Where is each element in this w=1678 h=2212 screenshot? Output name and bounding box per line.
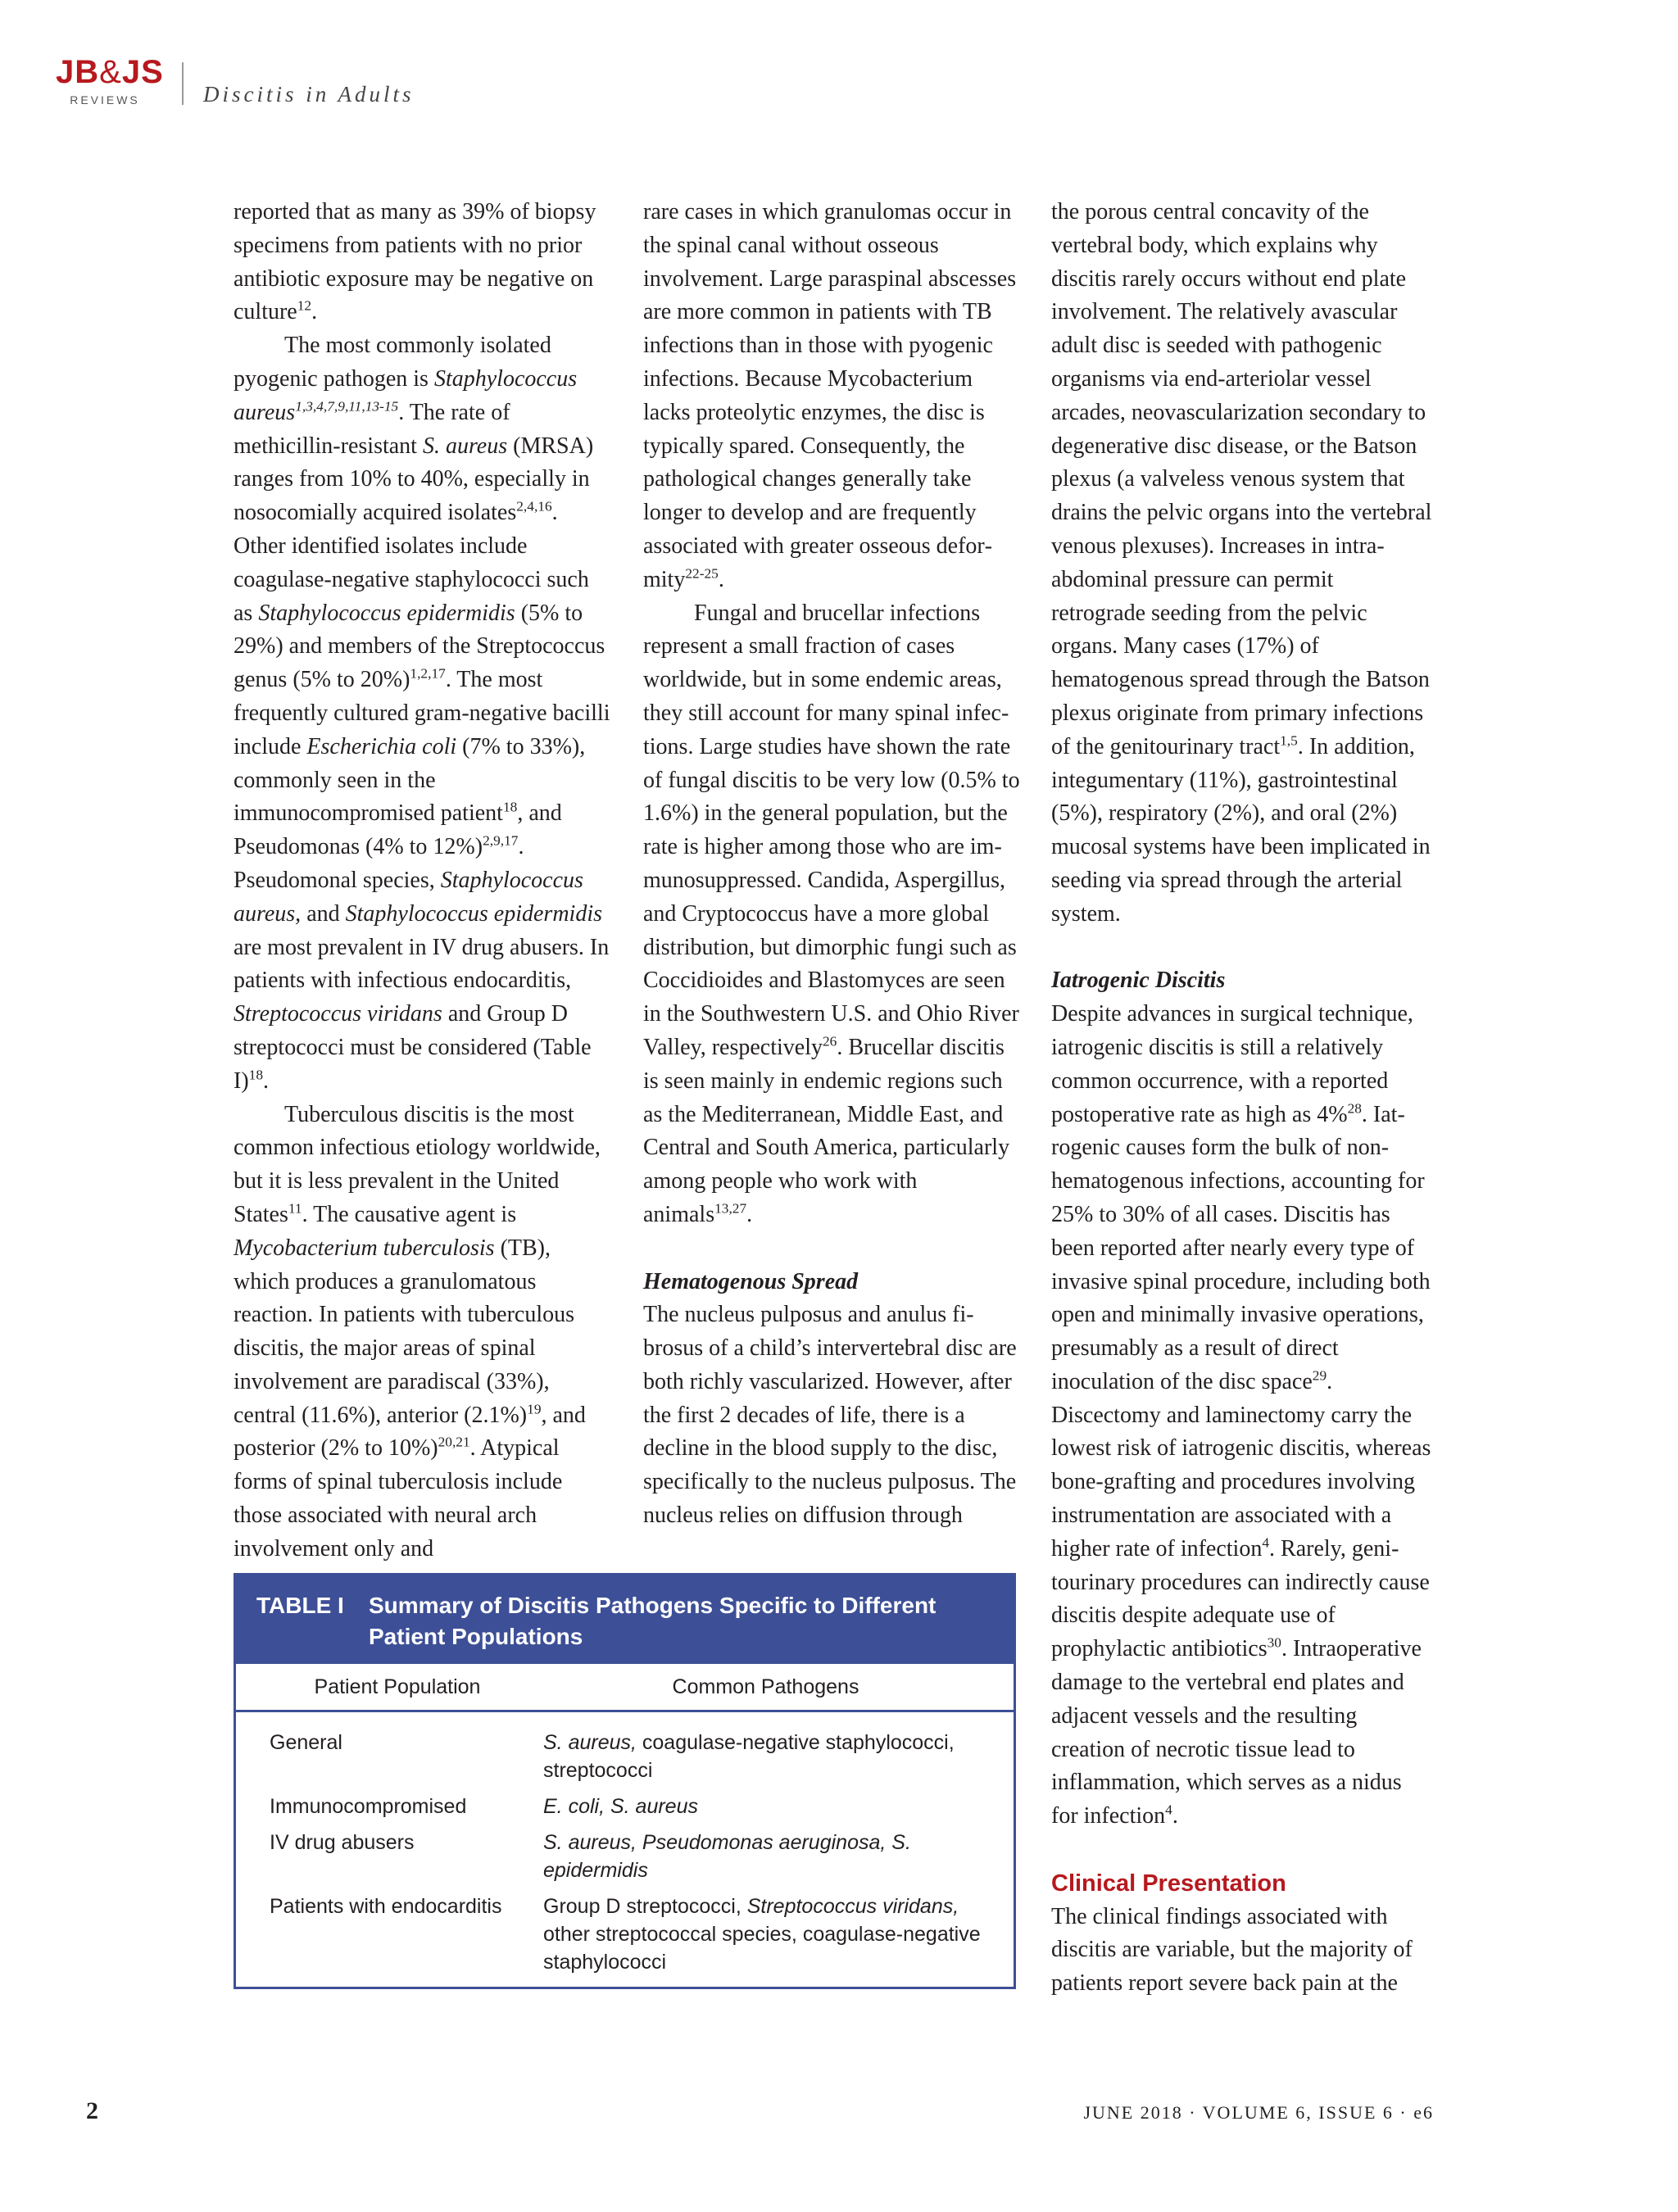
journal-logo xyxy=(56,54,164,107)
citation: 1,3,4,7,9,11,13-15 xyxy=(295,398,399,415)
column-header-population: Patient Population xyxy=(314,1675,481,1698)
table-title-bar xyxy=(236,1575,1014,1664)
paragraph: rare cases in which granulomas occur in the spinal canal without osseous involvement. Large paraspinal abscesses are more common in patients with TB infections than in those with pyogenic infections. Because Mycobacterium lacks proteolytic enzymes, the disc is typically spared. Consequently, the pathological changes generally take longer to develop and are frequently associated with greater osseous deformity$^{22-25}$. xyxy=(643,199,1017,592)
table-row xyxy=(236,1729,1014,1784)
table-label: TABLE I xyxy=(256,1593,344,1618)
logo-js: JS xyxy=(121,54,164,90)
logo-wordmark xyxy=(56,54,164,90)
cell-population: General xyxy=(270,1731,342,1754)
paragraph: Fungal and brucellar infections represent a small fraction of cases worldwide, but in some endemic areas, they still account for many spinal infections. Large studies have shown the rate of fungal discitis to be very low (0.5% to 1.6%) in the general population, but the rate is higher among those who are immunosuppressed. Candida, Aspergillus, and Cryptococcus have a more global distribution, but dimorphic fungi such as Coccidioides and Blastomyces are seen in the Southwestern U.S. and Ohio River Valley, respectively$^{26}$. Brucellar discitis is seen mainly in endemic regions such as the Mediterranean, Middle East, and Central and South America, particularly among people who work with animals$^{13,27}$. xyxy=(643,600,1020,1227)
header-divider xyxy=(182,62,184,105)
table-body xyxy=(236,1712,1014,1976)
paragraph: the porous central concavity of the vertebral body, which explains why discitis rarely occurs without end plate involvement. The relatively avascular adult disc is seeded with pathogenic organisms via end-arteriolar vessel arcades, neovascularization secondary to degenerative disc disease, or the Batson plexus (a valveless venous system that drains the pelvic organs into the vertebral venous plexuses). Increases in intra-abdominal pressure can permit retrograde seeding from the pelvic organs. Many cases (17%) of hematogenous spread through the Batson plexus originate from primary infections of the genitourinary tract$^{1,5}$. In addition, integumentary (11%), gastrointestinal (5%), respiratory (2%), and oral (2%) mucosal systems have been implicated in seeding via spread through the arterial system. xyxy=(1051,199,1432,927)
paragraph: reported that as many as 39% of biopsy specimens from patients with no prior antibiotic exposure may be negative on culture$^{12}$. xyxy=(234,199,596,325)
text-column-1 xyxy=(234,196,610,1566)
cell-pathogens: S. aureus, Pseudomonas aeruginosa, S. epidermidis xyxy=(543,1831,911,1882)
paragraph: Tuberculous discitis is the most common infectious etiology worldwide, but it is less prevalent in the United States$^{11}$. The causative agent is Mycobacterium tuberculosis (TB), which produces a granulomatous reaction. In patients with tuberculous discitis, the major areas of spinal involvement are paradiscal (33%), central (11.6%), anterior $(2.1\%)^{19}$, and posterior (2% to 10%)$^{20,21}$. Atypical forms of spinal tuberculosis include those associated with neural arch involvement only and xyxy=(234,1101,601,1562)
table-1 xyxy=(234,1573,1016,1989)
citation: 13,27 xyxy=(714,1200,747,1217)
citation: 26 xyxy=(822,1033,837,1049)
subhead-hematogenous: Hematogenous Spread xyxy=(643,1268,859,1294)
table-row xyxy=(236,1793,1014,1820)
cell-pathogens: Group D streptococci, Streptococcus viridans, other streptococcal species, coagulase-negative staphylococci xyxy=(543,1895,981,1974)
citation: 18 xyxy=(502,800,518,816)
table-header-row xyxy=(236,1664,1014,1712)
citation: 11 xyxy=(288,1200,302,1217)
issue-folio: JUNE 2018 · VOLUME 6, ISSUE 6 · e6 xyxy=(1083,2102,1434,2123)
running-head: Discitis in Adults xyxy=(203,82,415,107)
cell-population: Immunocompromised xyxy=(270,1795,467,1818)
table-title: Summary of Discitis Pathogens Specific to Different Patient Populations xyxy=(369,1593,937,1649)
table-row xyxy=(236,1829,1014,1884)
cell-population: IV drug abusers xyxy=(270,1831,415,1854)
column-header-pathogens: Common Pathogens xyxy=(672,1675,859,1698)
citation: 18 xyxy=(248,1067,264,1083)
citation: 30 xyxy=(1267,1634,1281,1651)
cell-population: Patients with endocarditis xyxy=(270,1895,502,1918)
citation: 19 xyxy=(527,1401,542,1417)
citation: 1,5 xyxy=(1280,732,1298,749)
logo-jb: JB xyxy=(56,54,100,90)
cell-pathogens: E. coli, S. aureus xyxy=(543,1795,698,1818)
logo-subtitle: REVIEWS xyxy=(70,93,140,107)
section-heading-clinical-presentation: Clinical Presentation xyxy=(1051,1870,1286,1897)
citation: 12 xyxy=(297,298,312,315)
citation: 4 xyxy=(1165,1802,1172,1818)
paragraph: The most commonly isolated pyogenic pathogen is Staphylococcus aureus$^{1,3,4,7,9,11,13-15}$. The rate of methicillin-resistant S. aureus (MRSA) ranges from 10% to 40%, especially in nosocomially acquired isolates$^{2,4,16}$. Other identified isolates include coagulase-negative staphylococci such as Staphylococcus epidermidis (5% to 29%) and members of the Streptococcus genus (5% to 20%)$^{1,2,17}$. The most frequently cultured gram-negative bacilli include Escherichia coli (7% to 33%), commonly seen in the immunocompromised patient$^{18}$, and Pseudomonas (4% to 12%)$^{2,9,17}$. Pseudomonal species, Staphylococcus aureus, and Staphylococcus epidermidis are most prevalent in IV drug abusers. In patients with infectious endocarditis, Streptococcus viridans and Group D streptococci must be considered (Table I)$^{18}$. xyxy=(234,333,610,1094)
paragraph: The nucleus pulposus and anulus fibrosus of a child’s intervertebral disc are both richly vascularized. However, after the first 2 decades of life, there is a decline in the blood supply to the disc, specifically to the nucleus pulposus. The nucleus relies on diffusion through xyxy=(643,1302,1017,1529)
text-column-2 xyxy=(643,196,1020,1533)
citation: 2,9,17 xyxy=(483,832,519,849)
text-column-3 xyxy=(1051,196,1432,2001)
citation: 1,2,17 xyxy=(410,665,446,682)
paragraph: Despite advances in surgical technique, iatrogenic discitis is still a relatively common occurrence, with a reported postoperative rate as high as 4%$^{28}$. Iatrogenic causes form the bulk of non-hematogenous infections, accounting for 25% to 30% of all cases. Discitis has been reported after nearly every type of invasive spinal procedure, including both open and minimally invasive operations, presumably as a result of direct inoculation of the disc space$^{29}$. Discectomy and laminectomy carry the lowest risk of iatrogenic discitis, whereas bone-grafting and procedures involving instrumentation are associated with a higher rate of infection$^4$. Rarely, genitourinary procedures can indirectly cause discitis despite adequate use of prophylactic antibiotics$^{30}$. Intraoperative damage to the vertebral end plates and adjacent vessels and the resulting creation of necrotic tissue lead to inflammation, which serves as a nidus for infection$^4$. xyxy=(1051,1001,1431,1829)
subhead-iatrogenic: Iatrogenic Discitis xyxy=(1051,968,1226,994)
cell-pathogens: S. aureus, coagulase-negative staphylococci, streptococci xyxy=(543,1731,955,1782)
citation: 28 xyxy=(1347,1100,1362,1117)
citation: 2,4,16 xyxy=(516,498,552,514)
citation: 4 xyxy=(1262,1534,1270,1551)
table-row xyxy=(236,1892,1014,1976)
paragraph: The clinical findings associated with discitis are variable, but the majority of patients report severe back pain at the xyxy=(1051,1903,1413,1997)
citation: 20,21 xyxy=(438,1435,470,1451)
logo-ampersand: & xyxy=(99,54,122,90)
citation: 22-25 xyxy=(685,565,719,582)
citation: 29 xyxy=(1312,1367,1327,1384)
page-number: 2 xyxy=(86,2097,98,2124)
